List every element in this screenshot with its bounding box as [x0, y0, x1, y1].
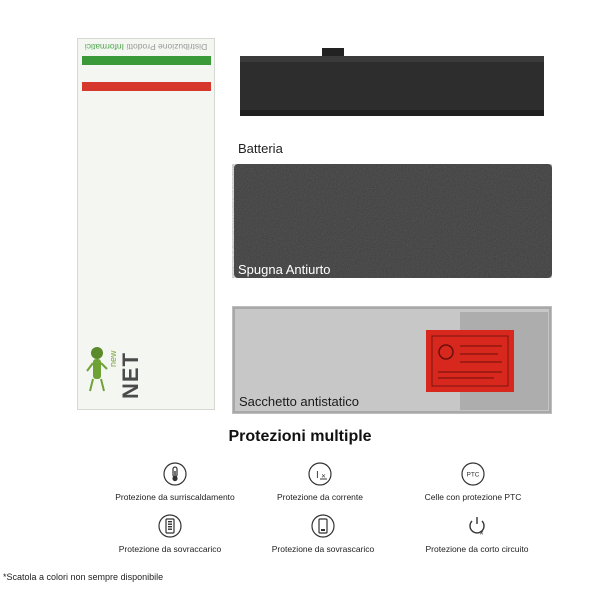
footnote: *Scatola a colori non sempre disponibile [3, 572, 164, 582]
logo-new-text: new [108, 350, 118, 367]
brand-accent-text: Informatici [84, 42, 125, 52]
battery-overcharge-icon [158, 514, 182, 538]
mascot-icon [86, 345, 108, 395]
current-icon [308, 462, 332, 486]
section-heading: Protezioni multiple [228, 428, 372, 445]
battery-overdischarge-icon [311, 514, 335, 538]
box-brand-text [84, 42, 208, 52]
feature-label: Protezione da sovraccarico [118, 544, 222, 554]
short-circuit-icon [465, 514, 489, 538]
product-box [77, 38, 215, 410]
svg-text:✕: ✕ [321, 474, 327, 480]
feature-ptc [378, 462, 568, 502]
battery-photo [232, 48, 552, 122]
bag-caption: Sacchetto antistatico [239, 394, 359, 409]
foam-photo [232, 164, 552, 278]
feature-label: Protezione da corto circuito [425, 544, 529, 554]
logo-net-text: NET [118, 352, 143, 399]
battery-caption: Batteria [238, 141, 283, 156]
thermometer-icon [163, 462, 187, 486]
foam-image [232, 164, 552, 278]
feature-label: Protezione da surriscaldamento [115, 492, 235, 502]
feature-label: Celle con protezione PTC [424, 492, 522, 502]
red-stripe [82, 82, 211, 91]
svg-text:I: I [316, 470, 319, 481]
feature-label: Protezione da corrente [277, 492, 363, 502]
foam-caption: Spugna Antiurto [238, 262, 331, 277]
brand-text: Distribuzione Prodotti [124, 42, 208, 52]
svg-text:✕: ✕ [479, 531, 485, 537]
feature-short-circuit [382, 514, 572, 554]
battery-image [232, 48, 552, 122]
newnet-logo [84, 327, 148, 399]
feature-label: Protezione da sovrascarico [271, 544, 375, 554]
ptc-icon-text: PTC [466, 471, 480, 479]
green-stripe [82, 56, 211, 65]
ptc-icon [461, 462, 485, 486]
